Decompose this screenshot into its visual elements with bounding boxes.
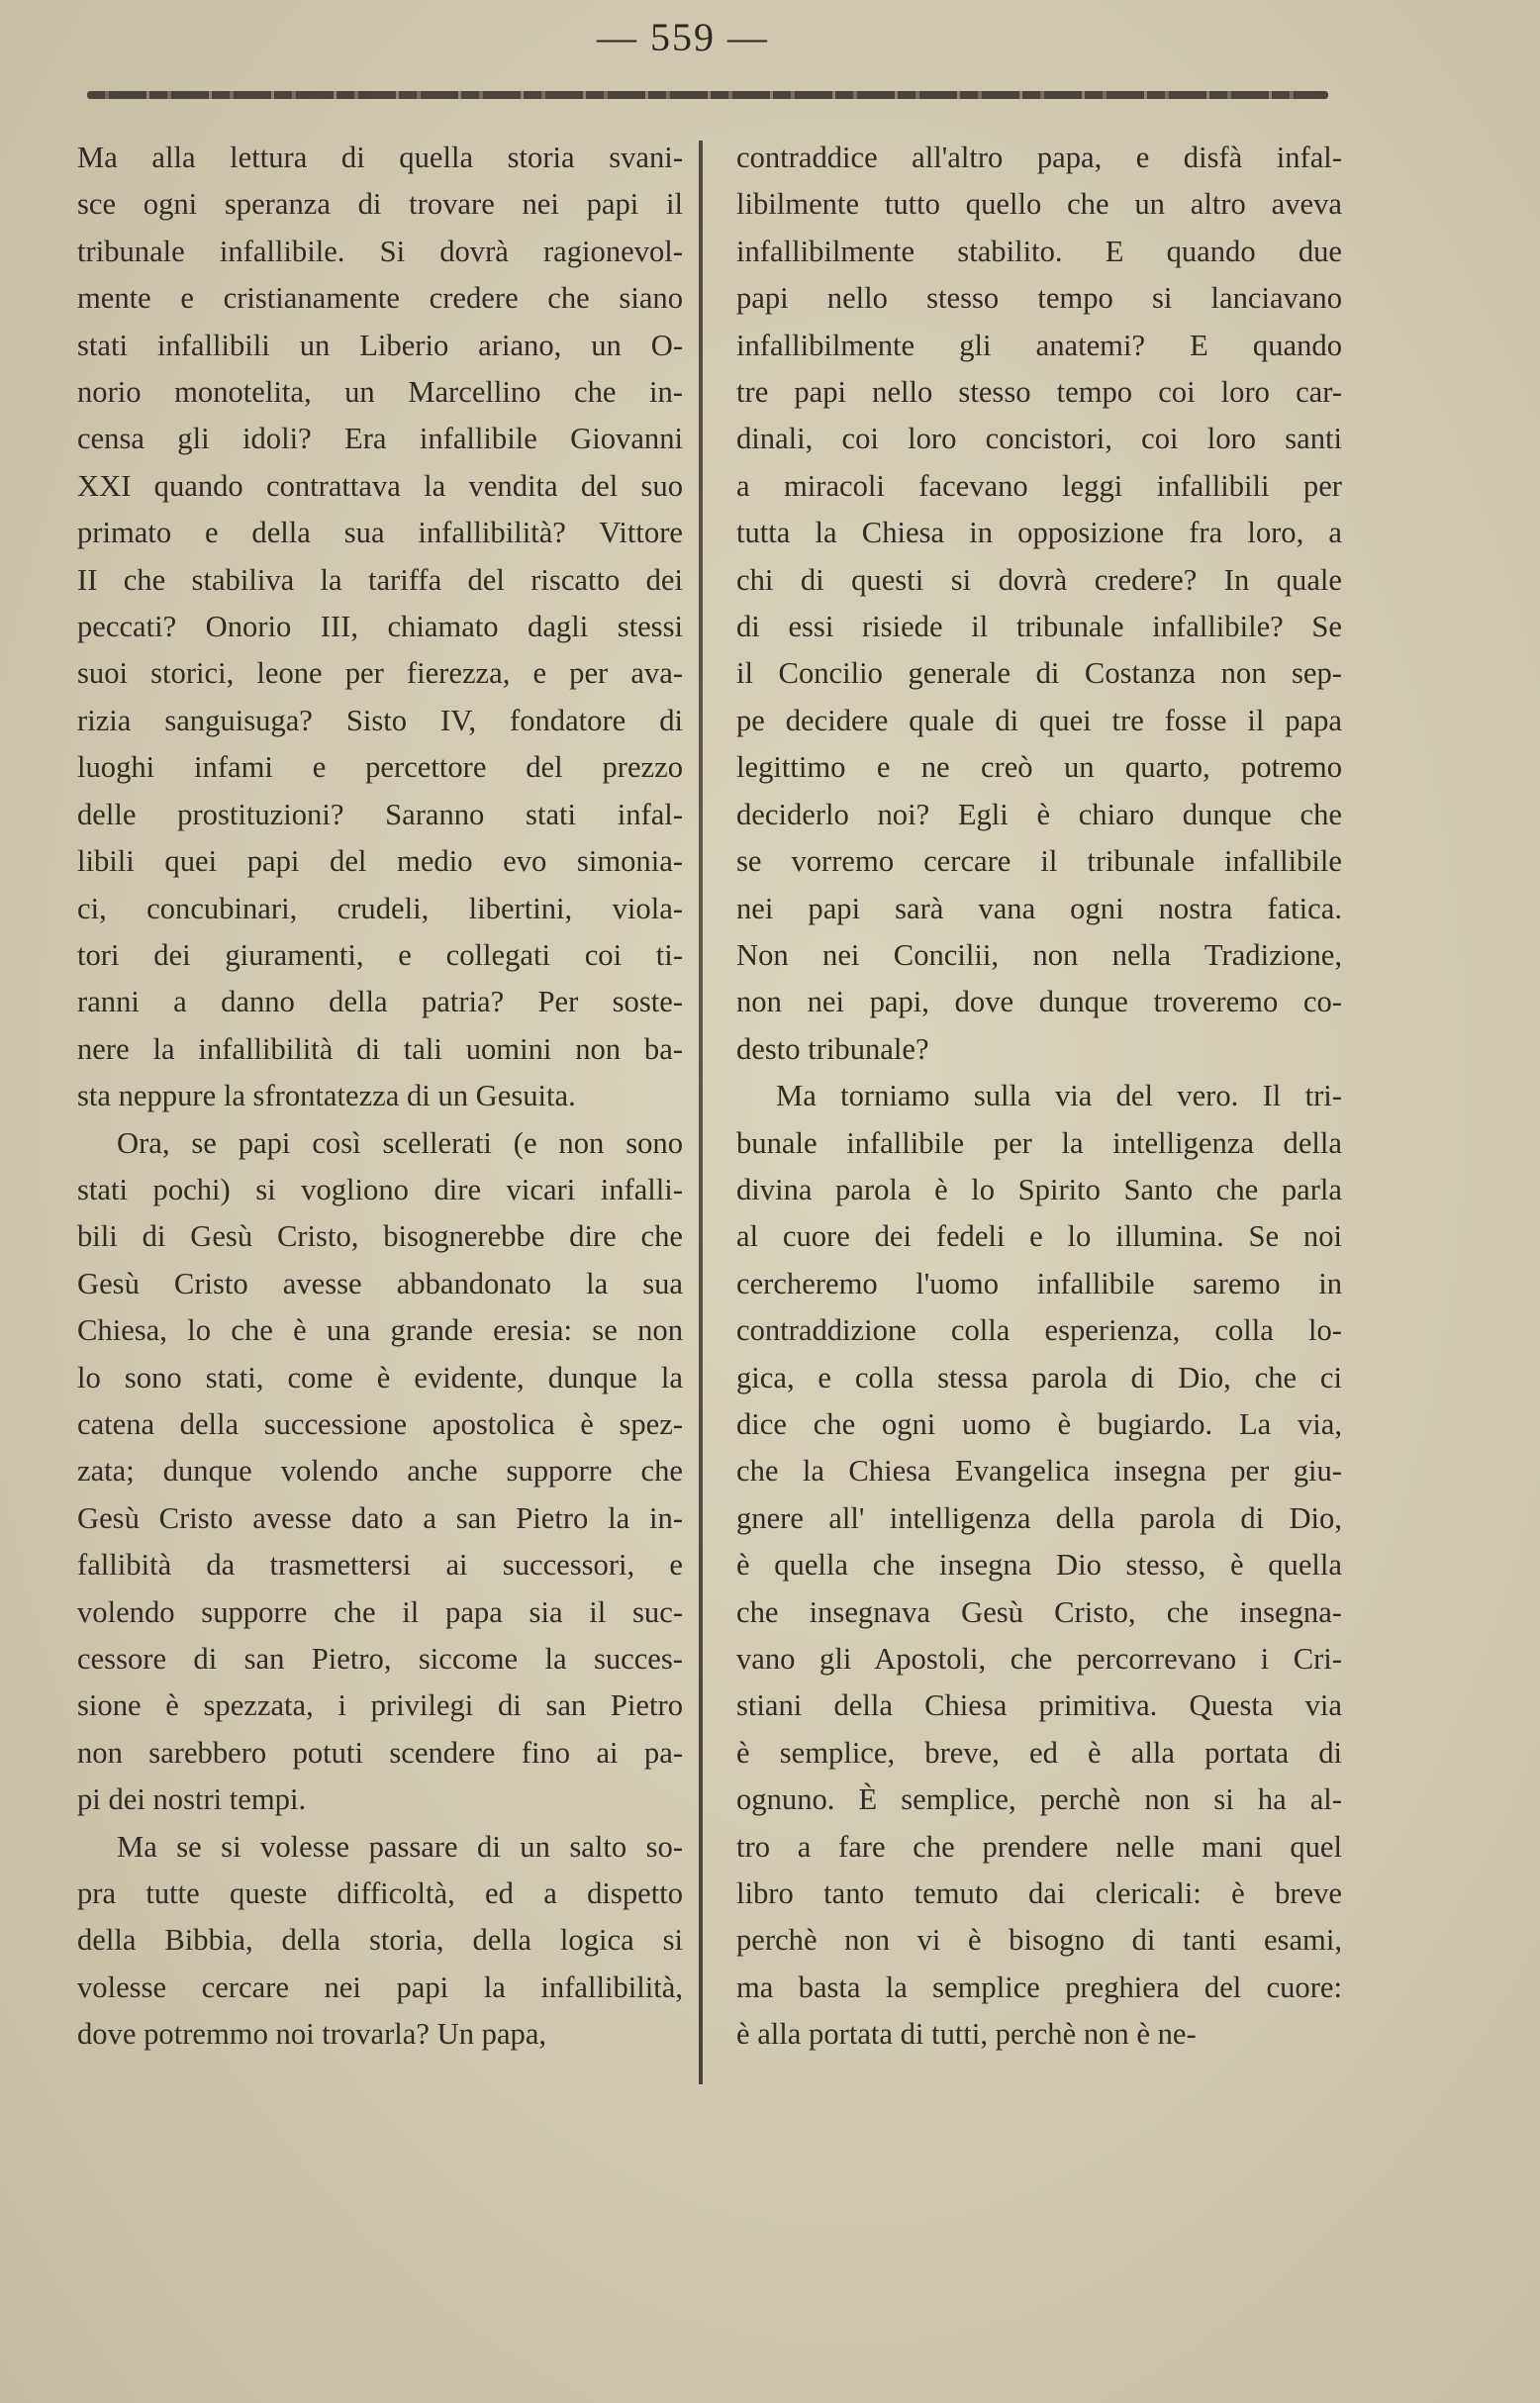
text-line: cessore di san Pietro, siccome la succes- xyxy=(77,1642,683,1676)
text-line: contraddizione colla esperienza, colla lo- xyxy=(736,1313,1342,1348)
text-line: nere la infallibilità di tali uomini non ba- xyxy=(77,1031,683,1066)
text-line: dove potremmo noi trovarla? Un papa, xyxy=(77,2017,547,2052)
text-line: norio monotelita, un Marcellino che in- xyxy=(77,375,683,410)
text-line: tori dei giuramenti, e collegati coi ti- xyxy=(77,937,683,972)
text-line: ma basta la semplice preghiera del cuore: xyxy=(736,1970,1342,2004)
text-line: se vorremo cercare il tribunale infallibile xyxy=(736,844,1342,879)
text-line: II che stabiliva la tariffa del riscatto dei xyxy=(77,562,683,597)
text-line: stiani della Chiesa primitiva. Questa via xyxy=(736,1688,1342,1723)
text-line: stati pochi) si vogliono dire vicari infalli- xyxy=(77,1172,683,1206)
text-line: sce ogni speranza di trovare nei papi il xyxy=(77,187,683,222)
text-line: Gesù Cristo avesse abbandonato la sua xyxy=(77,1266,683,1300)
text-line: vano gli Apostoli, che percorrevano i Cri- xyxy=(736,1642,1342,1676)
text-line: è semplice, breve, ed è alla portata di xyxy=(736,1735,1342,1770)
text-line: sta neppure la sfrontatezza di un Gesuita. xyxy=(77,1079,576,1113)
text-line: è quella che insegna Dio stesso, è quella xyxy=(736,1548,1342,1583)
text-line: infallibilmente gli anatemi? E quando xyxy=(736,328,1342,362)
text-line: è alla portata di tutti, perchè non è ne- xyxy=(736,2017,1197,2052)
text-line: ognuno. È semplice, perchè non si ha al- xyxy=(736,1782,1342,1817)
text-line: XXI quando contrattava la vendita del suo xyxy=(77,468,683,503)
text-line: lo sono stati, come è evidente, dunque la xyxy=(77,1360,683,1394)
paragraph xyxy=(77,1824,683,2059)
text-line: Non nei Concilii, non nella Tradizione, xyxy=(736,937,1342,972)
paragraph xyxy=(77,1120,683,1824)
text-line: della Bibbia, della storia, della logica si xyxy=(77,1923,683,1958)
text-line: chi di questi si dovrà credere? In quale xyxy=(736,562,1342,597)
text-line: infallibilmente stabilito. E quando due xyxy=(736,234,1342,268)
column-divider xyxy=(699,141,703,2084)
text-line: delle prostituzioni? Saranno stati infal- xyxy=(77,797,683,831)
text-line: Ma torniamo sulla via del vero. Il tri- xyxy=(776,1079,1342,1113)
text-line: il Concilio generale di Costanza non sep- xyxy=(736,656,1342,691)
text-line: libilmente tutto quello che un altro aveva xyxy=(736,187,1342,222)
text-line: rizia sanguisuga? Sisto IV, fondatore di xyxy=(77,703,683,737)
paragraph xyxy=(736,1073,1342,2059)
text-line: catena della successione apostolica è spez- xyxy=(77,1406,683,1441)
text-line: desto tribunale? xyxy=(736,1031,929,1066)
text-line: volendo supporre che il papa sia il suc- xyxy=(77,1594,683,1629)
text-line: tutta la Chiesa in opposizione fra loro, a xyxy=(736,516,1342,550)
text-line: pi dei nostri tempi. xyxy=(77,1782,307,1817)
text-line: nei papi sarà vana ogni nostra fatica. xyxy=(736,891,1342,925)
text-line: dinali, coi loro concistori, coi loro santi xyxy=(736,422,1342,456)
text-line: cercheremo l'uomo infallibile saremo in xyxy=(736,1266,1342,1300)
text-line: libro tanto temuto dai clericali: è breve xyxy=(736,1876,1342,1911)
text-line: di essi risiede il tribunale infallibile? Se xyxy=(736,610,1342,644)
text-line: Gesù Cristo avesse dato a san Pietro la in- xyxy=(77,1500,683,1535)
text-line: tribunale infallibile. Si dovrà ragionevol- xyxy=(77,234,683,268)
text-line: legittimo e ne creò un quarto, potremo xyxy=(736,750,1342,785)
text-line: Ma se si volesse passare di un salto so- xyxy=(117,1829,683,1864)
text-line: Chiesa, lo che è una grande eresia: se non xyxy=(77,1313,683,1348)
text-line: ranni a danno della patria? Per soste- xyxy=(77,985,683,1019)
text-line: peccati? Onorio III, chiamato dagli stessi xyxy=(77,610,683,644)
text-line: Ma alla lettura di quella storia svani- xyxy=(77,141,683,174)
text-line: deciderlo noi? Egli è chiaro dunque che xyxy=(736,797,1342,831)
text-line: suoi storici, leone per fierezza, e per ava- xyxy=(77,656,683,691)
text-line: zata; dunque volendo anche supporre che xyxy=(77,1454,683,1489)
text-line: tre papi nello stesso tempo coi loro car- xyxy=(736,375,1342,410)
paragraph xyxy=(77,135,683,1120)
text-line: non sarebbero potuti scendere fino ai pa- xyxy=(77,1735,683,1770)
text-line: libili quei papi del medio evo simonia- xyxy=(77,844,683,879)
text-line: luoghi infami e percettore del prezzo xyxy=(77,750,683,785)
text-line: Ora, se papi così scellerati (e non sono xyxy=(117,1125,683,1160)
page-number: — 559 — xyxy=(597,15,769,59)
text-line: a miracoli facevano leggi infallibili per xyxy=(736,468,1342,503)
text-line: divina parola è lo Spirito Santo che parla xyxy=(736,1172,1342,1206)
text-line: primato e della sua infallibilità? Vittore xyxy=(77,516,683,550)
text-line: sione è spezzata, i privilegi di san Pietro xyxy=(77,1688,683,1723)
text-line: che la Chiesa Evangelica insegna per giu- xyxy=(736,1454,1342,1489)
text-line: tro a fare che prendere nelle mani quel xyxy=(736,1829,1342,1864)
text-line: ci, concubinari, crudeli, libertini, viola- xyxy=(77,891,683,925)
text-line: non nei papi, dove dunque troveremo co- xyxy=(736,985,1342,1019)
text-line: papi nello stesso tempo si lanciavano xyxy=(736,281,1342,316)
text-line: censa gli idoli? Era infallibile Giovanni xyxy=(77,422,683,456)
header-rule xyxy=(87,91,1328,99)
text-line: perchè non vi è bisogno di tanti esami, xyxy=(736,1923,1342,1958)
text-line: pe decidere quale di quei tre fosse il papa xyxy=(736,703,1342,737)
text-line: gnere all' intelligenza della parola di Dio, xyxy=(736,1500,1342,1535)
text-line: che insegnava Gesù Cristo, che insegna- xyxy=(736,1594,1342,1629)
paragraph xyxy=(736,135,1342,1073)
text-line: dice che ogni uomo è bugiardo. La via, xyxy=(736,1406,1342,1441)
text-line: mente e cristianamente credere che siano xyxy=(77,281,683,316)
text-line: bunale infallibile per la intelligenza della xyxy=(736,1125,1342,1160)
text-line: contraddice all'altro papa, e disfà infal- xyxy=(736,141,1342,174)
text-line: stati infallibili un Liberio ariano, un O- xyxy=(77,328,683,362)
text-line: fallibità da trasmettersi ai successori, e xyxy=(77,1548,683,1583)
text-line: gica, e colla stessa parola di Dio, che ci xyxy=(736,1360,1342,1394)
text-line: al cuore dei fedeli e lo illumina. Se noi xyxy=(736,1219,1342,1254)
text-line: volesse cercare nei papi la infallibilità, xyxy=(77,1970,683,2004)
right-column xyxy=(736,135,1342,2059)
left-column xyxy=(77,135,683,2059)
text-line: bili di Gesù Cristo, bisognerebbe dire che xyxy=(77,1219,683,1254)
text-line: pra tutte queste difficoltà, ed a dispetto xyxy=(77,1876,683,1911)
